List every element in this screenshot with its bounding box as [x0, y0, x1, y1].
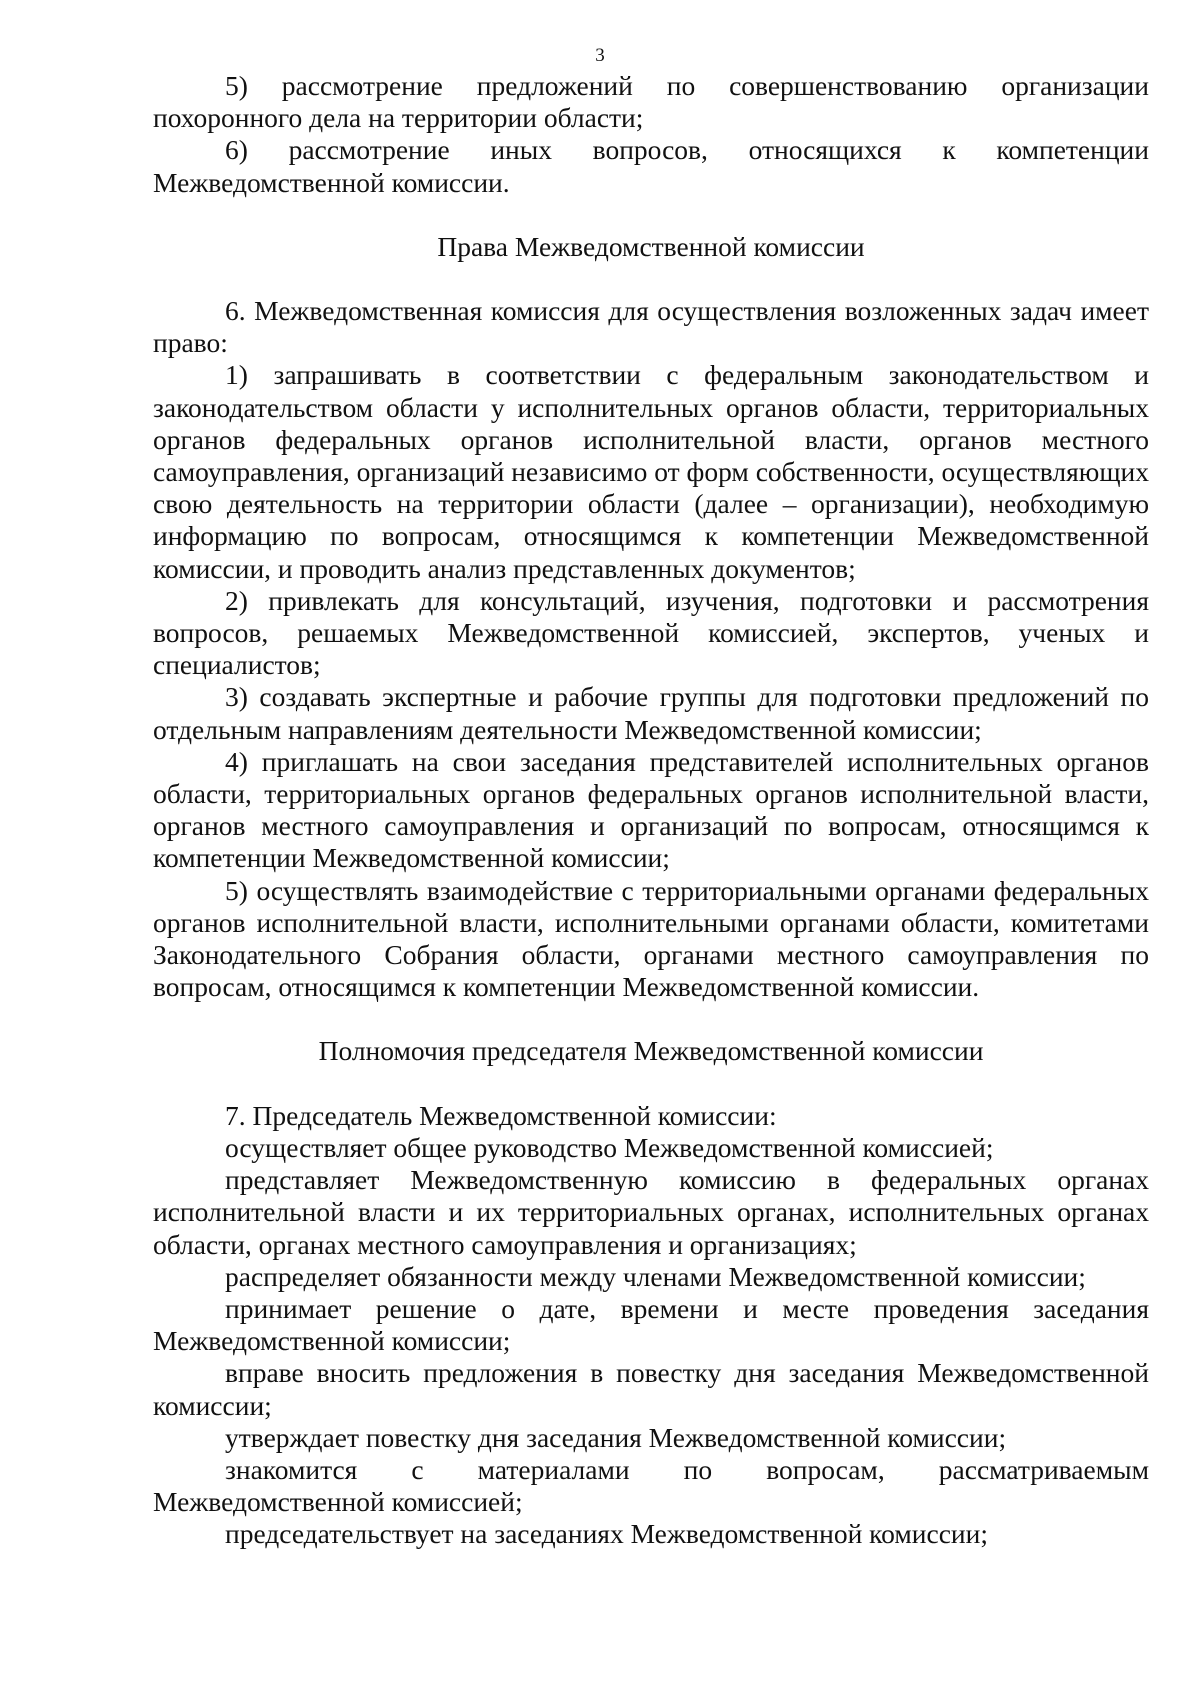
paragraph-chairman-item-6: утверждает повестку дня заседания Межведомственной комиссии;	[225, 1421, 1007, 1453]
paragraph-chairman-item-8: председательствует на заседаниях Межведомственной комиссии;	[225, 1518, 988, 1550]
paragraph-rights-item-4: 4) приглашать на свои заседания представителей исполнительных органов области, территориальных органов федеральных органов исполнительной власти, органов местного самоуправления и организаций по вопросам, относящимся к компетенции Межведомственной комиссии;	[153, 745, 1149, 874]
page-number: 3	[595, 45, 605, 66]
paragraph-rights-item-1: 1) запрашивать в соответствии с федеральным законодательством и законодательством области у исполнительных органов области, территориальных органов федеральных органов исполнительной власти, органов местного самоуправления, организаций независимо от форм собственности, осуществляющих свою деятельность на территории области (далее – организации), необходимую информацию по вопросам, относящимся к компетенции Межведомственной комиссии, и проводить анализ представленных документов;	[153, 359, 1149, 584]
paragraph-rights-item-5: 5) осуществлять взаимодействие с территориальными органами федеральных органов исполнительной власти, исполнительными органами области, комитетами Законодательного Собрания области, органами местного самоуправления по вопросам, относящимся к компетенции Межведомственной комиссии.	[153, 874, 1149, 1003]
section-heading-chairman: Полномочия председателя Межведомственной комиссии	[318, 1035, 984, 1067]
paragraph-chairman-item-1: осуществляет общее руководство Межведомственной комиссией;	[225, 1131, 994, 1163]
document-body	[153, 70, 1149, 1551]
paragraph-rights-intro: 6. Межведомственная комиссия для осуществления возложенных задач имеет право:	[153, 295, 1149, 359]
paragraph-chairman-item-7: знакомится с материалами по вопросам, рассматриваемым Межведомственной комиссией;	[153, 1453, 1149, 1518]
paragraph-rights-item-2: 2) привлекать для консультаций, изучения, подготовки и рассмотрения вопросов, решаемых Межведомственной комиссией, экспертов, ученых и специалистов;	[153, 584, 1149, 681]
paragraph-chairman-intro: 7. Председатель Межведомственной комиссии:	[225, 1099, 777, 1131]
paragraph-chairman-item-5: вправе вносить предложения в повестку дня заседания Межведомственной комиссии;	[153, 1357, 1149, 1421]
paragraph-item-5: 5) рассмотрение предложений по совершенствованию организации похоронного дела на территории области;	[153, 70, 1149, 134]
paragraph-rights-item-3: 3) создавать экспертные и рабочие группы для подготовки предложений по отдельным направлениям деятельности Межведомственной комиссии;	[153, 681, 1149, 745]
section-heading-rights: Права Межведомственной комиссии	[437, 230, 865, 262]
paragraph-item-6: 6) рассмотрение иных вопросов, относящихся к компетенции Межведомственной комиссии.	[153, 134, 1149, 198]
paragraph-chairman-item-4: принимает решение о дате, времени и месте проведения заседания Межведомственной комиссии;	[153, 1292, 1149, 1357]
paragraph-chairman-item-3: распределяет обязанности между членами Межведомственной комиссии;	[225, 1260, 1086, 1292]
paragraph-chairman-item-2: представляет Межведомственную комиссию в федеральных органах исполнительной власти и их территориальных органах, исполнительных органах области, органах местного самоуправления и организациях;	[153, 1164, 1149, 1260]
